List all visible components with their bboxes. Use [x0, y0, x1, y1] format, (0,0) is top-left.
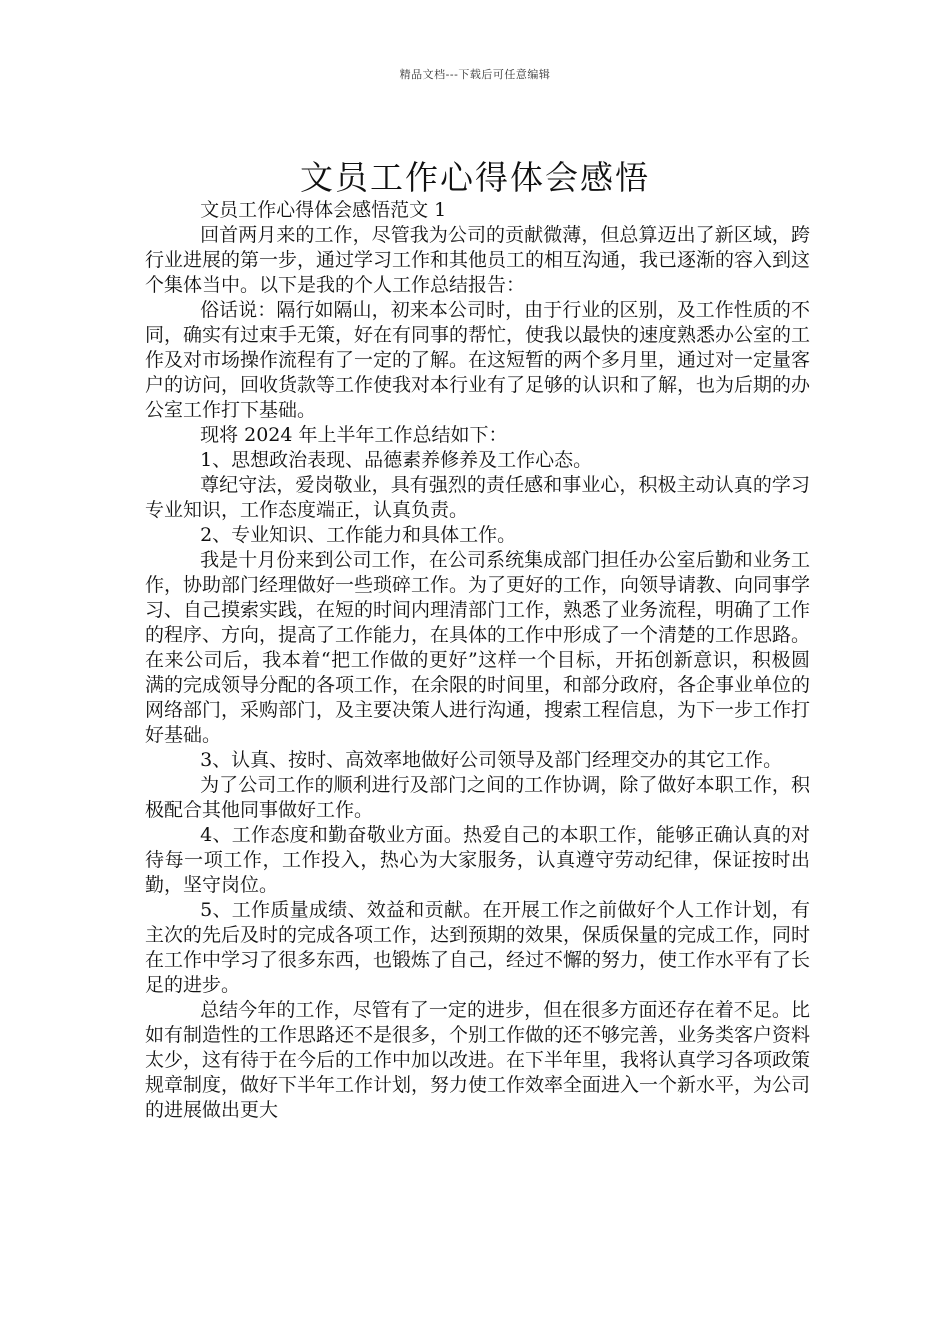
section-heading-1: 1、思想政治表现、品德素养修养及工作心态。 — [200, 449, 593, 471]
section-paragraph-5: 5、工作质量成绩、效益和贡献。在开展工作之前做好个人工作计划，有主次的先后及时的完成各项工作，达到预期的效果，保质保量的完成工作，同时在工作中学习了很多东西，也锻炼了自己，经过不懈的努力，使工作水平有了长足的进步。 — [145, 899, 811, 996]
paragraph: 回首两月来的工作，尽管我为公司的贡献微薄，但总算迈出了新区域，跨行业进展的第一步，通过学习工作和其他员工的相互沟通，我已逐渐的容入到这个集体当中。以下是我的个人工作总结报告： — [145, 224, 811, 296]
paragraph: 我是十月份来到公司工作，在公司系统集成部门担任办公室后勤和业务工作，协助部门经理做好一些琐碎工作。为了更好的工作，向领导请教、向同事学习、自己摸索实践，在短的时间内理清部门工作，熟悉了业务流程，明确了工作的程序、方向，提高了工作能力，在具体的工作中形成了一个清楚的工作思路。在来公司后，我本着“把工作做的更好”这样一个目标，开拓创新意识，积极圆满的完成领导分配的各项工作，在余限的时间里，和部分政府，各企事业单位的网络部门，采购部门，及主要决策人进行沟通，搜索工程信息，为下一步工作打好基础。 — [145, 549, 811, 746]
section-heading-2: 2、专业知识、工作能力和具体工作。 — [200, 524, 517, 546]
paragraph: 总结今年的工作，尽管有了一定的进步，但在很多方面还存在着不足。比如有制造性的工作思路还不是很多，个别工作做的还不够完善，业务类客户资料太少，这有待于在今后的工作中加以改进。在下半年里，我将认真学习各项政策规章制度，做好下半年工作计划，努力使工作效率全面进入一个新水平，为公司的进展做出更大 — [145, 999, 811, 1121]
section-paragraph-4: 4、工作态度和勤奋敬业方面。热爱自己的本职工作，能够正确认真的对待每一项工作，工作投入，热心为大家服务，认真遵守劳动纪律，保证按时出勤，坚守岗位。 — [145, 824, 810, 896]
paragraph: 尊纪守法，爱岗敬业，具有强烈的责任感和事业心，积极主动认真的学习专业知识，工作态度端正，认真负责。 — [145, 474, 810, 521]
paragraph-subtitle: 文员工作心得体会感悟范文 1 — [200, 199, 447, 221]
document-title: 文员工作心得体会感悟 — [300, 158, 650, 198]
paragraph: 俗话说：隔行如隔山，初来本公司时，由于行业的区别，及工作性质的不同，确实有过束手无策，好在有同事的帮忙，使我以最快的速度熟悉办公室的工作及对市场操作流程有了一定的了解。在这短暂的两个多月里，通过对一定量客户的访问，回收货款等工作使我对本行业有了足够的认识和了解，也为后期的办公室工作打下基础。 — [145, 299, 811, 421]
section-heading-3: 3、认真、按时、高效率地做好公司领导及部门经理交办的其它工作。 — [200, 749, 783, 771]
document-body — [145, 198, 810, 1123]
paragraph: 现将 2024 年上半年工作总结如下： — [200, 424, 508, 446]
paragraph: 为了公司工作的顺利进行及部门之间的工作协调，除了做好本职工作，积极配合其他同事做好工作。 — [145, 774, 810, 821]
page-header-note: 精品文档---下载后可任意编辑 — [399, 68, 551, 81]
